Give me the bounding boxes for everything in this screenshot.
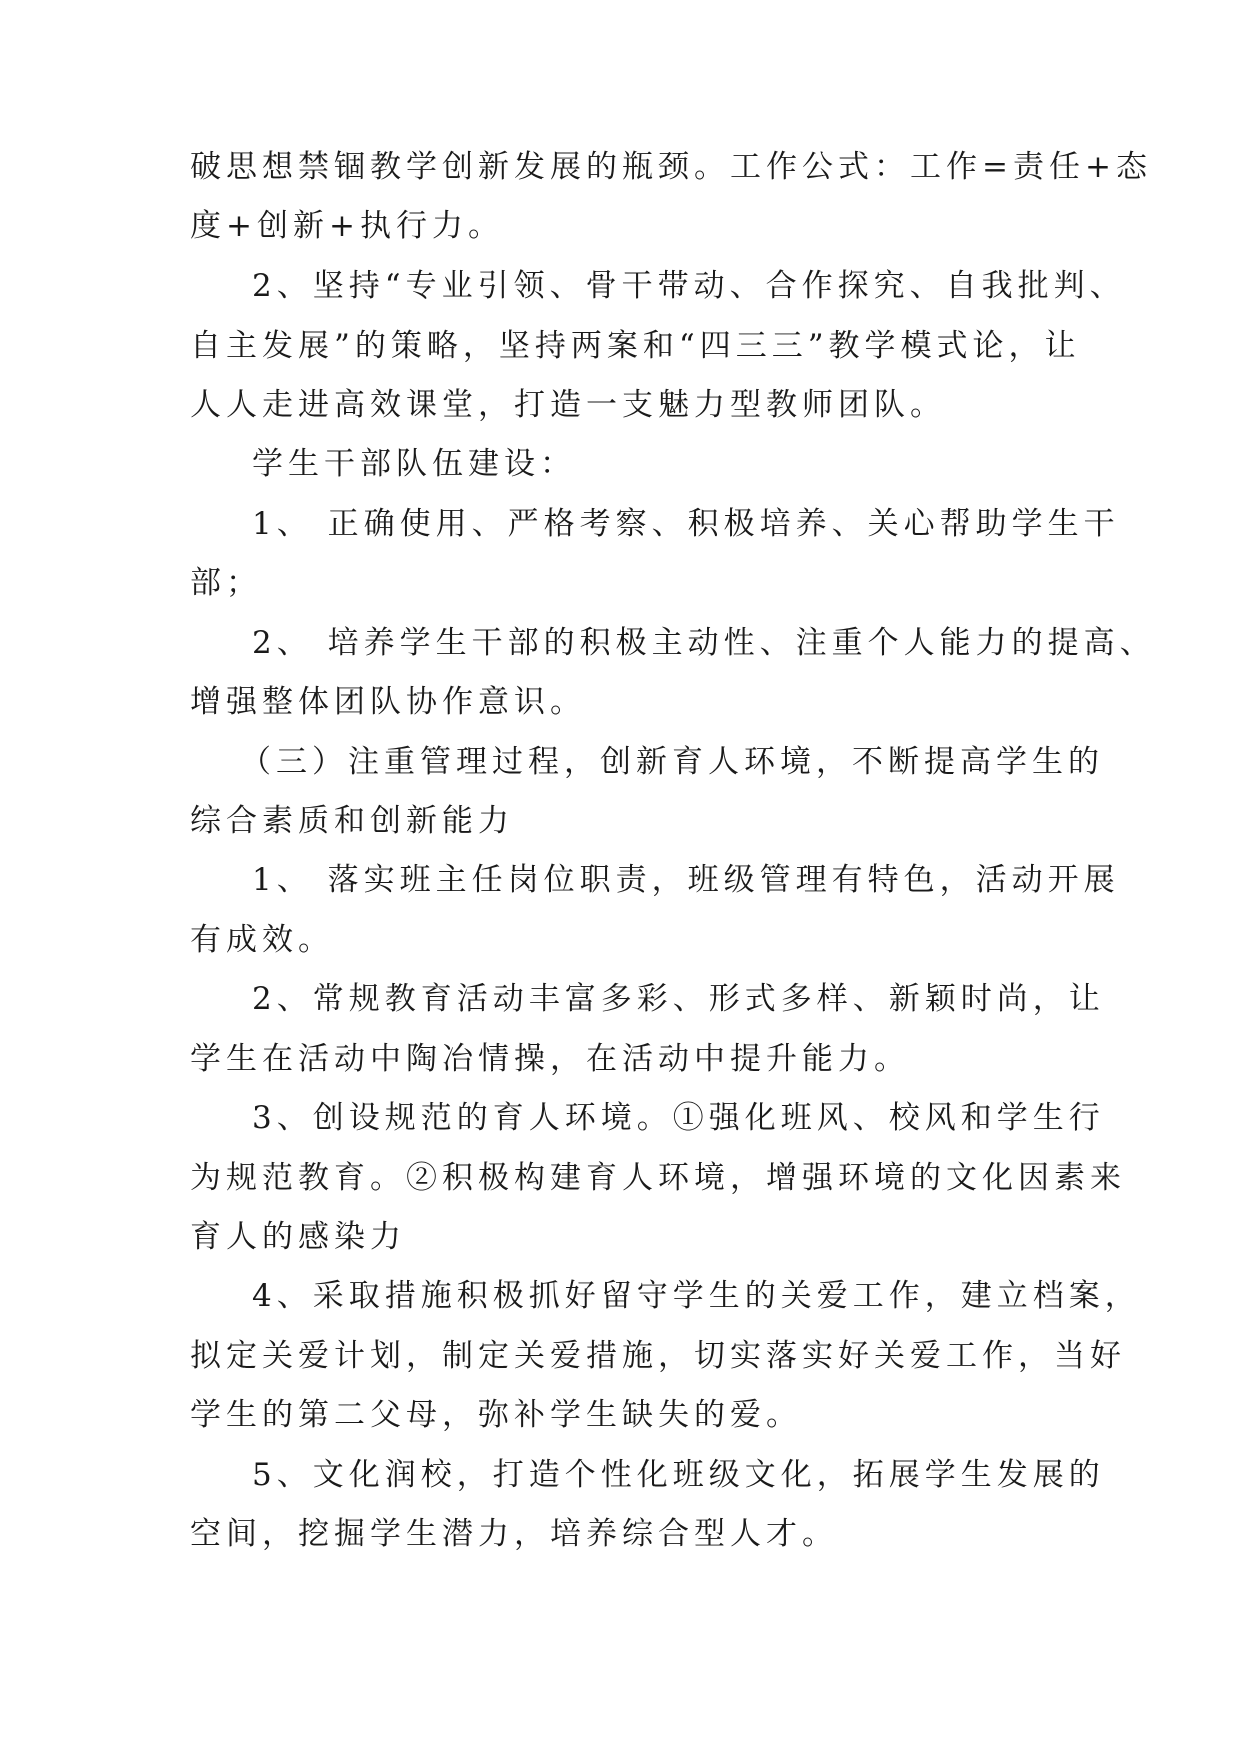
text-line: 5、文化润校，打造个性化班级文化，拓展学生发展的	[252, 1457, 1105, 1493]
text-line: 拟定关爱计划，制定关爱措施，切实落实好关爱工作，当好	[190, 1338, 1126, 1374]
text-line: 为规范教育。②积极构建育人环境，增强环境的文化因素来	[190, 1160, 1126, 1196]
text-line: 学生干部队伍建设：	[252, 446, 576, 482]
text-line: 2、常规教育活动丰富多彩、形式多样、新颖时尚，让	[252, 981, 1105, 1017]
text-line: 4、采取措施积极抓好留守学生的关爱工作，建立档案，	[252, 1278, 1141, 1314]
text-line: 度+创新+执行力。	[190, 208, 504, 244]
text-line: 人人走进高效课堂，打造一支魅力型教师团队。	[190, 387, 946, 423]
text-line: 综合素质和创新能力	[190, 803, 514, 839]
text-line: 破思想禁锢教学创新发展的瓶颈。工作公式：工作=责任+态	[190, 149, 1152, 185]
text-line: 学生在活动中陶冶情操，在活动中提升能力。	[190, 1041, 910, 1077]
text-line: 学生的第二父母，弥补学生缺失的爱。	[190, 1397, 802, 1433]
text-line: 3、创设规范的育人环境。①强化班风、校风和学生行	[252, 1100, 1105, 1136]
text-line: （三）注重管理过程，创新育人环境，不断提高学生的	[240, 744, 1104, 780]
text-line: 育人的感染力	[190, 1219, 406, 1255]
text-line: 1、 落实班主任岗位职责，班级管理有特色，活动开展	[252, 862, 1120, 898]
text-line: 部；	[190, 565, 262, 601]
text-line: 2、坚持“专业引领、骨干带动、合作探究、自我批判、	[252, 268, 1126, 304]
text-line: 自主发展”的策略，坚持两案和“四三三”教学模式论，让	[190, 328, 1081, 364]
text-line: 增强整体团队协作意识。	[190, 684, 586, 720]
text-line: 空间，挖掘学生潜力，培养综合型人才。	[190, 1516, 838, 1552]
text-line: 2、 培养学生干部的积极主动性、注重个人能力的提高、	[252, 625, 1156, 661]
text-line: 1、 正确使用、严格考察、积极培养、关心帮助学生干	[252, 506, 1120, 542]
text-line: 有成效。	[190, 922, 334, 958]
